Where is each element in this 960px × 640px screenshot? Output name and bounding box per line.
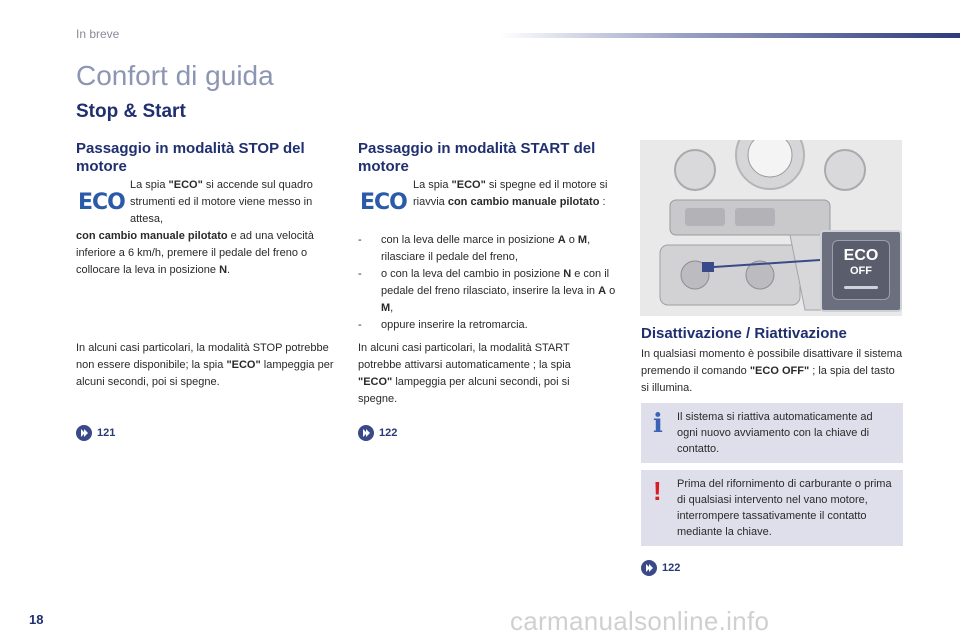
- eco-indicator-icon: ECO: [360, 190, 407, 215]
- page-ref-122[interactable]: 122: [358, 425, 397, 441]
- stop-heading: Passaggio in modalità STOP del motore: [76, 140, 305, 175]
- warning-icon: !: [653, 476, 662, 506]
- page-ref-122-b[interactable]: 122: [641, 560, 680, 576]
- page-number: 18: [29, 612, 44, 627]
- eco-indicator-icon: ECO: [78, 190, 125, 215]
- eco-off-button-zoom: ECO OFF: [820, 230, 902, 312]
- reference-arrow-icon: [76, 425, 92, 441]
- dashboard-photo: [640, 140, 902, 316]
- start-paragraph: La spia "ECO" si spegne ed il motore si riavvia con cambio manuale pilotato :: [413, 179, 608, 208]
- stop-note: In alcuni casi particolari, la modalità STOP potrebbe non essere disponibile; la spia "ECO" lampeggia per alcuni secondi, poi si spegne.: [76, 342, 334, 388]
- start-heading: Passaggio in modalità START del motore: [358, 140, 596, 175]
- reference-arrow-icon: [641, 560, 657, 576]
- page-subtitle: Stop & Start: [76, 101, 186, 122]
- list-item: - oppure inserire la retromarcia.: [358, 317, 623, 334]
- deactivation-paragraph: In qualsiasi momento è possibile disattivare il sistema premendo il comando "ECO OFF" ; la spia del tasto si illumina.: [641, 348, 903, 394]
- deactivation-heading: Disattivazione / Riattivazione: [641, 325, 847, 342]
- watermark: carmanualsonline.info: [510, 606, 770, 636]
- stop-paragraph: La spia "ECO" si accende sul quadro strumenti ed il motore viene messo in attesa,: [130, 179, 313, 225]
- page-ref-121[interactable]: 121: [76, 425, 115, 441]
- list-item: - con la leva delle marce in posizione A o M, rilasciare il pedale del freno,: [358, 232, 623, 266]
- start-conditions-list: [358, 232, 623, 334]
- header-rule: [500, 33, 960, 38]
- reference-arrow-icon: [358, 425, 374, 441]
- stop-paragraph-cont: con cambio manuale pilotato e ad una velocità inferiore a 6 km/h, premere il pedale del freno o collocare la leva in posizione N.: [76, 230, 314, 276]
- info-note: i Il sistema si riattiva automaticamente ad ogni nuovo avviamento con la chiave di contatto.: [641, 403, 903, 463]
- warning-note: ! Prima del rifornimento di carburante o prima di qualsiasi intervento nel vano motore, interrompere tassativamente il contatto mediante la chiave.: [641, 470, 903, 546]
- page-title: Confort di guida: [76, 60, 274, 91]
- list-item: - o con la leva del cambio in posizione N e con il pedale del freno rilasciato, inserire la leva in A o M,: [358, 266, 623, 317]
- start-note: In alcuni casi particolari, la modalità START potrebbe attivarsi automaticamente ; la spia "ECO" lampeggia per alcuni secondi, poi si spegne.: [358, 342, 571, 405]
- section-label: In breve: [76, 27, 120, 41]
- info-icon: i: [653, 409, 663, 439]
- indicator-light: [844, 286, 878, 289]
